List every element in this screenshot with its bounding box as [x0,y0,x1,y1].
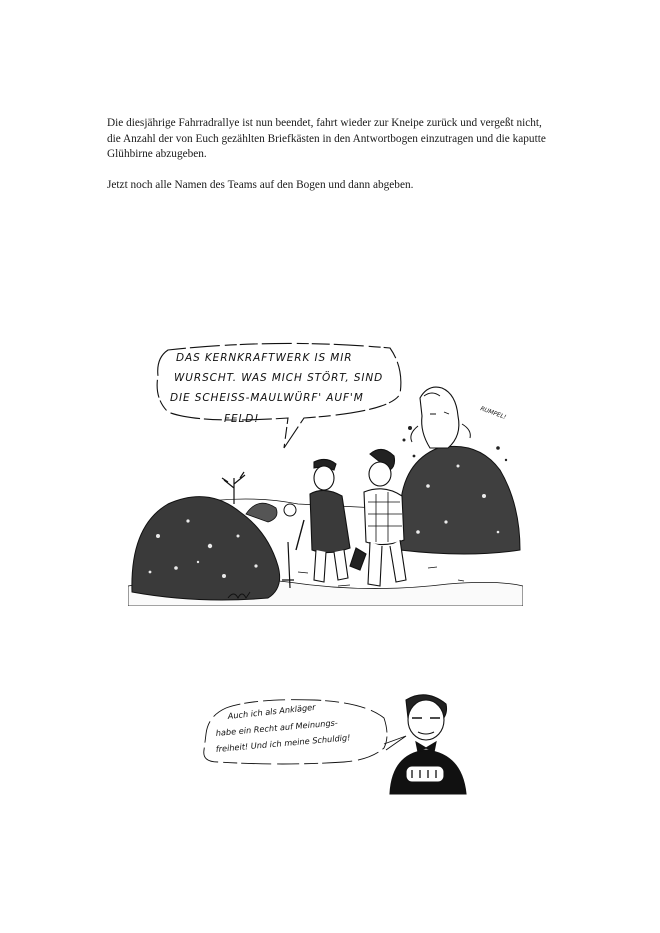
speech-line-1: DAS KERNKRAFTWERK IS MIR [176,352,353,364]
speech-line-4: FELD! [224,413,260,425]
prosecutor-cartoon [194,686,480,796]
prosecutor-line-3: freiheit! Und ich meine Schuldig! [215,732,351,754]
farmer-with-cap [282,459,350,588]
distant-head [284,504,296,516]
speech-line-3: DIE SCHEISS-MAULWÜRF' AUF'M [170,392,364,404]
rumpel-sound: RUMPEL! [479,405,507,422]
prosecutor-line-2: habe ein Recht auf Meinungs- [215,717,339,738]
distant-mound [246,503,277,522]
speech-line-2: WURSCHT. WAS MICH STÖRT, SIND [174,372,384,384]
prosecutor-line-1: Auch ich als Ankläger [227,701,316,721]
right-molehill [400,446,520,554]
farmer-with-checked-shirt [350,449,406,586]
mole-figure [411,387,470,448]
speech-tail-2 [384,736,406,750]
mole-cartoon [128,336,523,606]
team-names-paragraph: Jetzt noch alle Namen des Teams auf den Bogen und dann abgeben. [107,179,414,191]
prosecutor-figure [390,695,466,794]
instruction-paragraph: Die diesjährige Fahrradrallye ist nun beendet, fahrt wieder zur Kneipe zurück und vergeßt nicht, die Anzahl der von Euch gezählten Briefkästen in den Antwortbogen einzutragen und die kaputte Glühbirne abzugeben. [107,117,546,161]
